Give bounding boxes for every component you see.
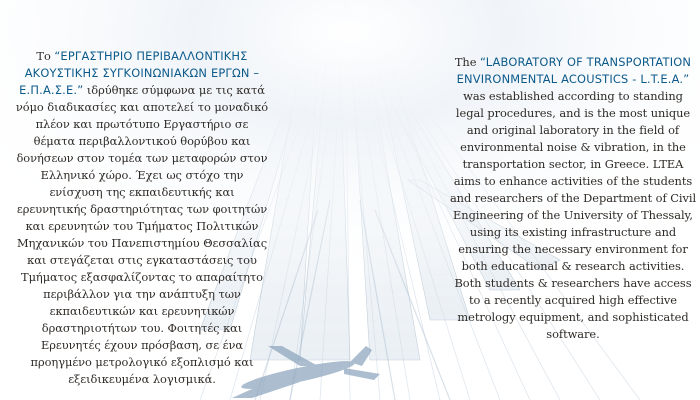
english-paragraph	[448, 54, 698, 343]
greek-description-column	[14, 48, 270, 388]
english-description-column	[448, 54, 698, 343]
english-lab-name: “LABORATORY OF TRANSPORTATION ENVIRONMENTAL ACOUSTICS - L.T.E.A.”	[456, 55, 692, 86]
english-body-text: was established according to standing legal procedures, and is the most unique and original laboratory in the field of environmental noise & vibration, in the transportation sector, in Greece. LTEA aims to enhance activities of the students and researchers of the Department of Civil Engineering of the University of Thessaly, using its existing infrastructure and ensuring the necessary environment for both educational & research activities. Both students & researchers have access to a recently acquired high effective metrology equipment, and sophisticated software.	[449, 89, 697, 341]
greek-lab-name: “ΕΡΓΑΣΤΗΡΙΟ ΠΕΡΙΒΑΛΛΟΝΤΙΚΗΣ ΑΚΟΥΣΤΙΚΗΣ ΣΥΓΚΟΙΝΩΝΙΑΚΩΝ ΕΡΓΩΝ – Ε.Π.Α.Σ.Ε.”	[19, 49, 260, 97]
greek-body-text: ιδρύθηκε σύμφωνα με τις κατά νόμο διαδικασίες και αποτελεί το μοναδικό πλέον και πρωτότυπο Εργαστήριο σε θέματα περιβαλλοντικού θορύβου και δονήσεων στον τομέα των μεταφορών στον Ελληνικό χώρο. Έχει ως στόχο την ενίσχυση της εκπαιδευτικής και ερευνητικής δραστηριότητας των φοιτητών και ερευνητών του Τμήματος Πολιτικών Μηχανικών του Πανεπιστημίου Θεσσαλίας και στεγάζεται στις εγκαταστάσεις του Τμήματος εξασφαλίζοντας το απαραίτητο περιβάλλον για την ανάπτυξη των εκπαιδευτικών και ερευνητικών δραστηριοτήτων του. Φοιτητές και Ερευνητές έχουν πρόσβαση, σε ένα προηγμένο μετρολογικό εξοπλισμό και εξειδικευμένα λογισμικά.	[15, 83, 269, 386]
english-prefix: The	[454, 55, 480, 69]
greek-prefix: Το	[36, 49, 55, 63]
greek-paragraph	[14, 48, 270, 388]
